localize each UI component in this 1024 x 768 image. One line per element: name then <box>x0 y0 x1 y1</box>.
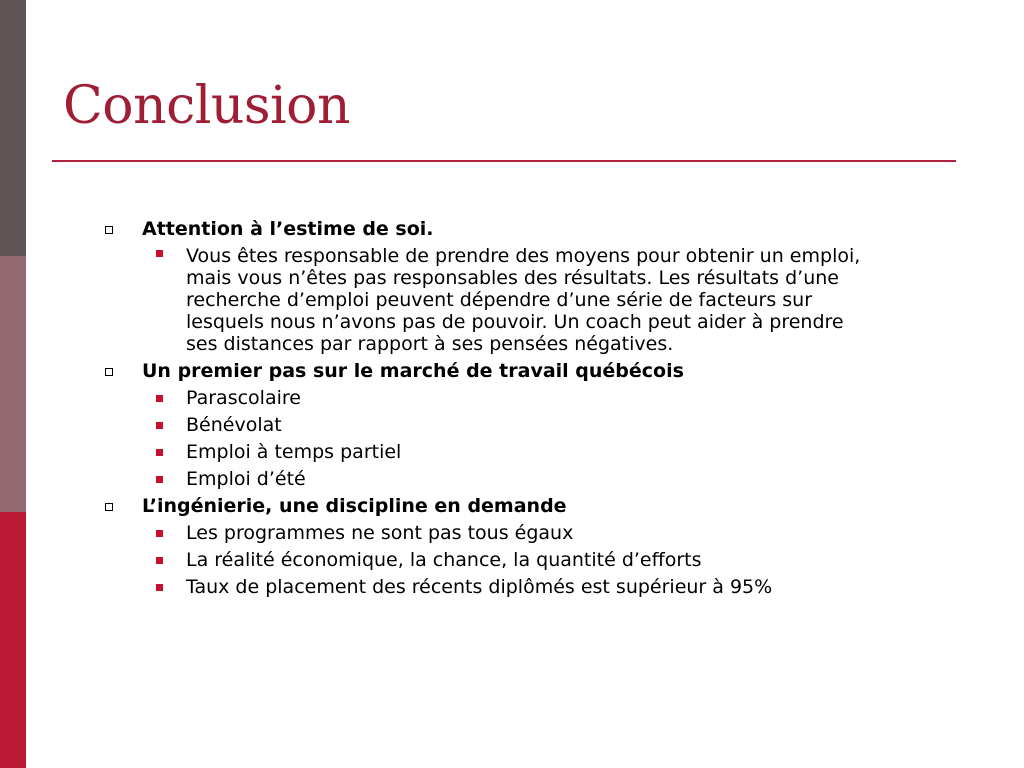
filled-square-icon <box>156 395 163 402</box>
filled-square-icon <box>156 422 163 429</box>
list-item-text: Les programmes ne sont pas tous égaux <box>186 522 574 544</box>
sidebar-top-band <box>0 0 26 256</box>
list-item-text: Vous êtes responsable de prendre des moyens pour obtenir un emploi, mais vous n’êtes pas responsables des résultats. Les résultats d’une recherche d’emploi peuvent dépendre d’une série de facteurs sur lesquels nous n’avons pas de pouvoir. Un coach peut aider à prendre ses distances par rapport à ses pensées négatives. <box>186 245 861 355</box>
section-heading <box>104 358 944 385</box>
filled-square-icon <box>156 584 163 591</box>
list-item <box>104 412 944 439</box>
list-item-text: La réalité économique, la chance, la quantité d’efforts <box>186 549 702 571</box>
list-item <box>104 547 944 574</box>
list-item <box>104 466 944 493</box>
sidebar-middle-band <box>0 256 26 512</box>
section-heading-text: L’ingénierie, une discipline en demande <box>142 495 567 517</box>
filled-square-icon <box>156 476 163 483</box>
list-item-text: Taux de placement des récents diplômés est supérieur à 95% <box>186 576 773 598</box>
list-item <box>104 520 944 547</box>
hollow-square-icon <box>105 368 113 376</box>
section-heading <box>104 216 944 243</box>
filled-square-icon <box>156 250 163 257</box>
section-heading-text: Un premier pas sur le marché de travail québécois <box>142 360 684 382</box>
section-heading <box>104 493 944 520</box>
list-item <box>104 574 944 601</box>
section-heading-text: Attention à l’estime de soi. <box>142 218 434 240</box>
list-item-text: Emploi d’été <box>186 468 306 490</box>
slide-content <box>104 216 944 601</box>
filled-square-icon <box>156 449 163 456</box>
sidebar-bottom-band <box>0 512 26 768</box>
filled-square-icon <box>156 530 163 537</box>
list-item-text: Bénévolat <box>186 414 282 436</box>
list-item-text: Emploi à temps partiel <box>186 441 402 463</box>
list-item <box>104 243 866 358</box>
list-item-text: Parascolaire <box>186 387 301 409</box>
title-divider <box>52 160 956 162</box>
list-item <box>104 385 944 412</box>
hollow-square-icon <box>105 226 113 234</box>
slide-title: Conclusion <box>63 76 350 136</box>
filled-square-icon <box>156 557 163 564</box>
hollow-square-icon <box>105 503 113 511</box>
list-item <box>104 439 944 466</box>
